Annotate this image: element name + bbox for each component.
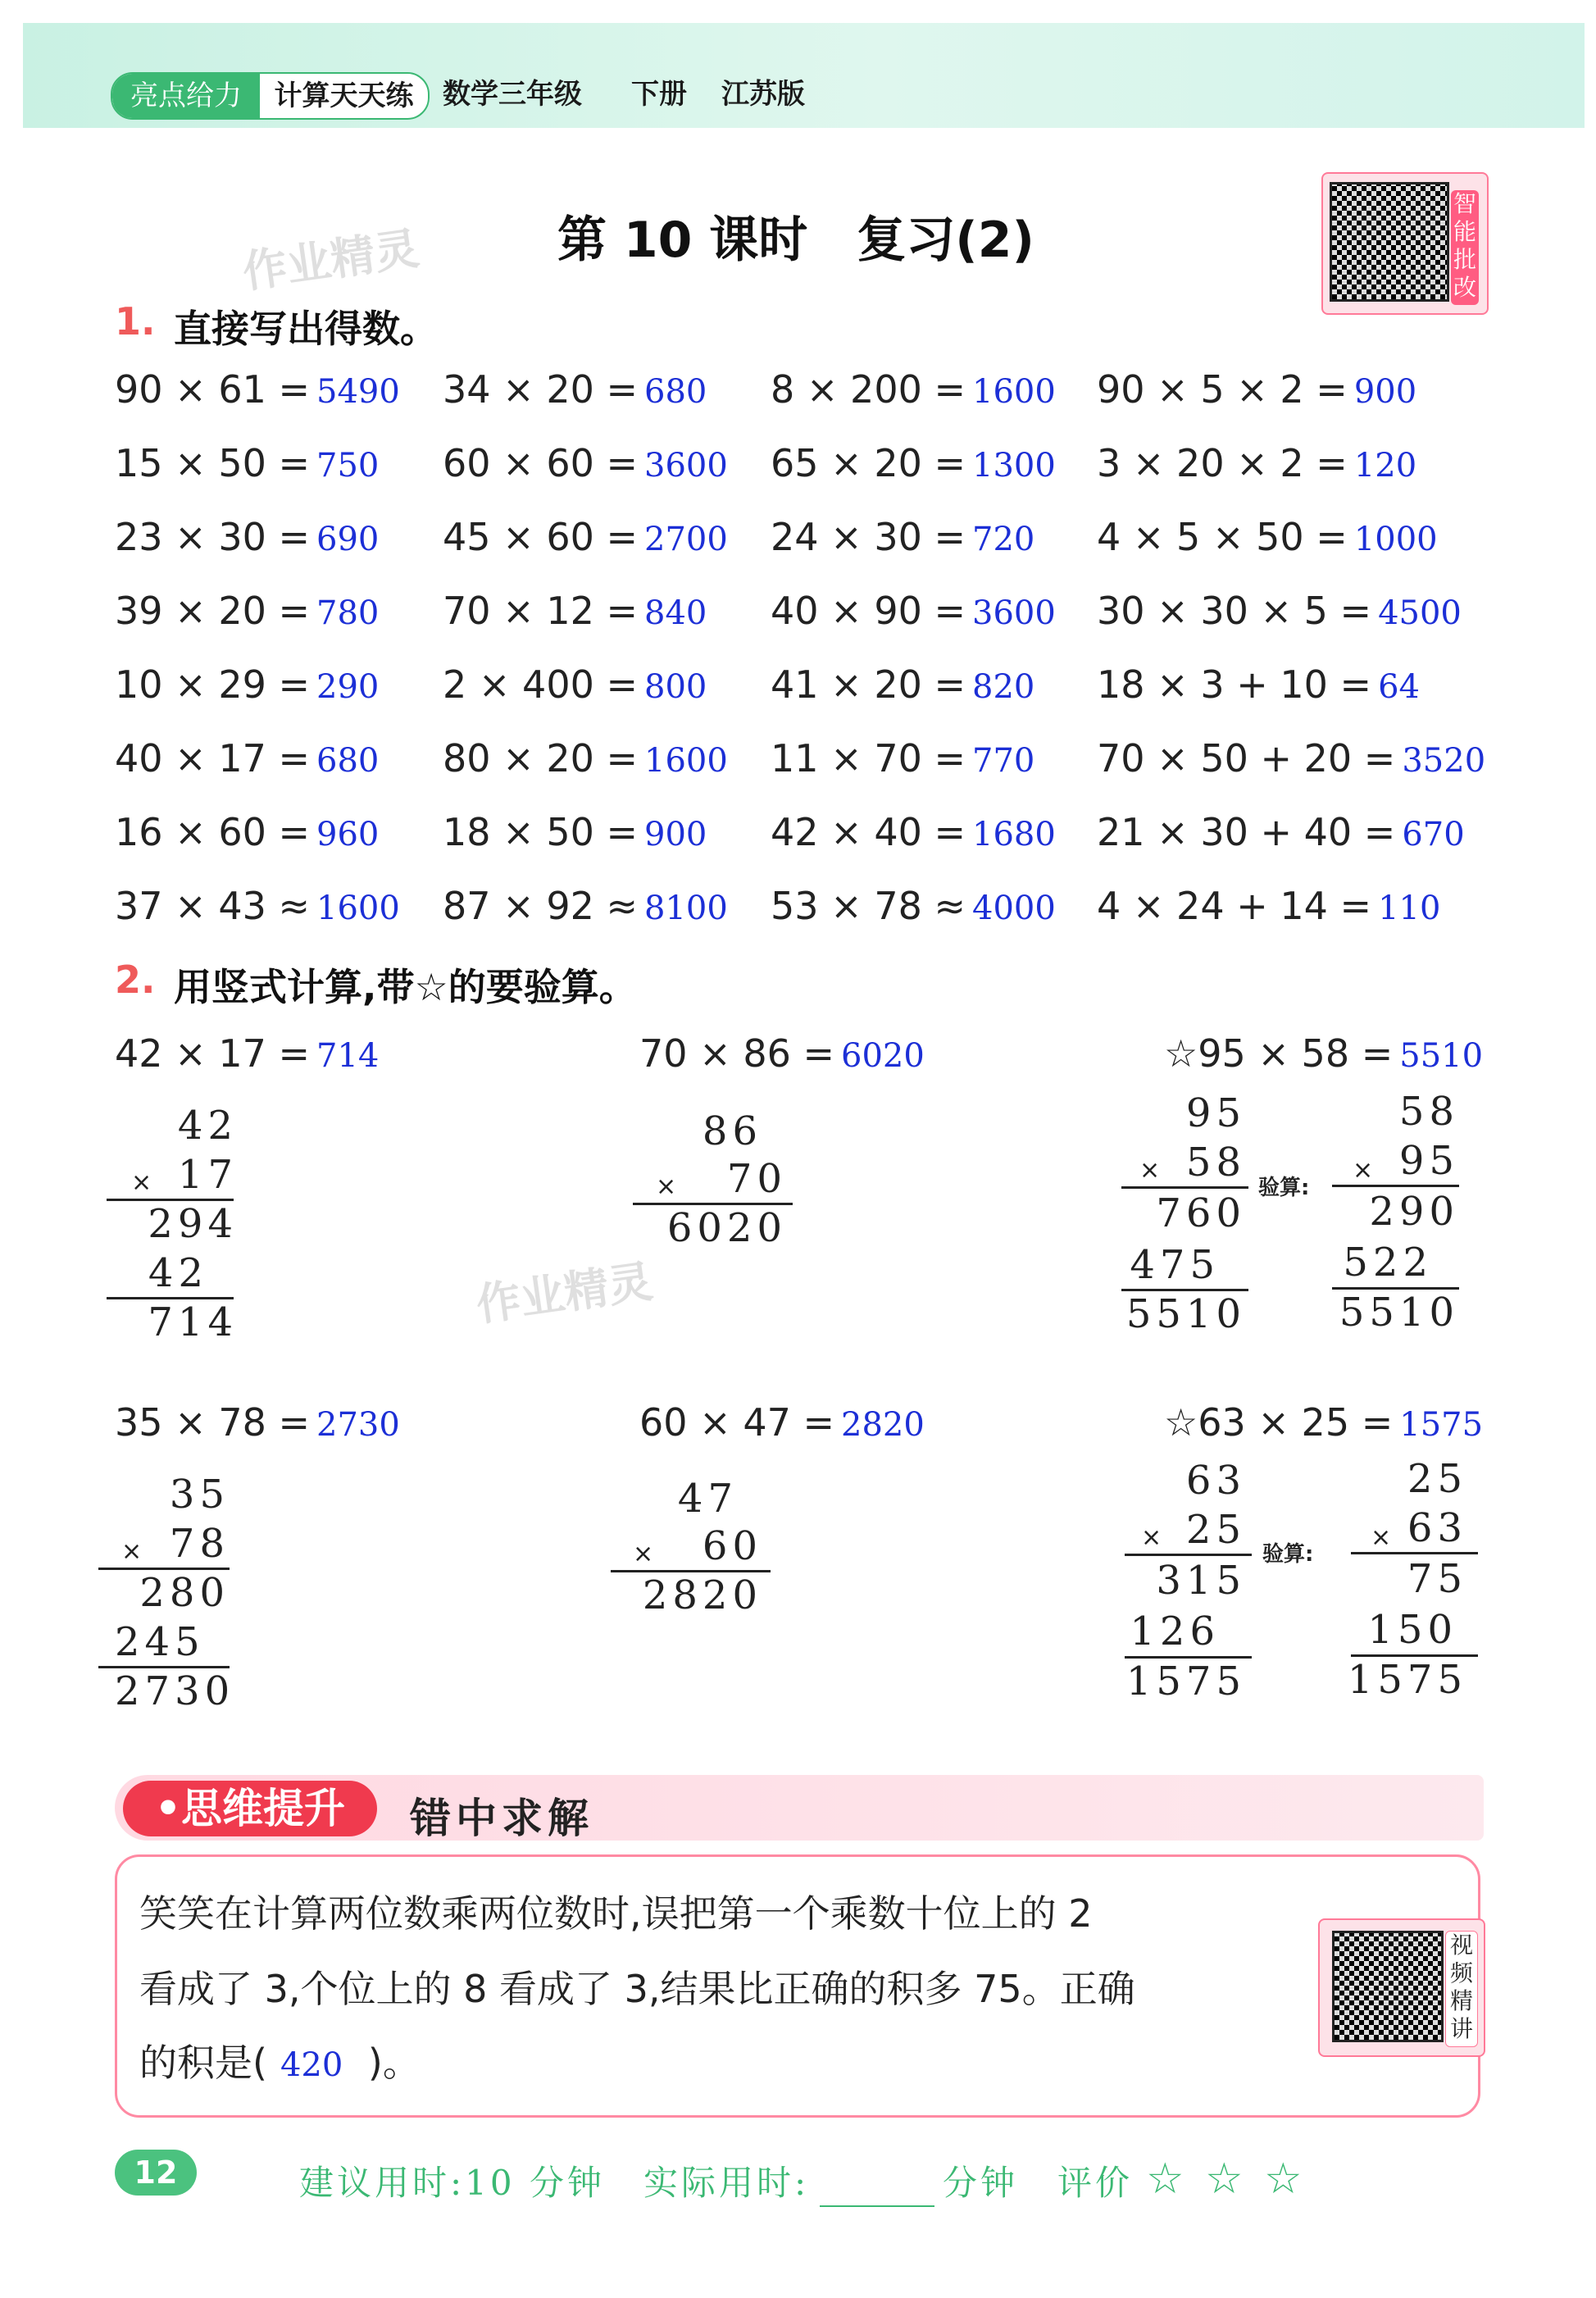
times-sign: × — [1139, 1156, 1161, 1185]
question-1-number: 1. — [115, 299, 156, 344]
vertical-problem-4: 35 × 78 = 2730 — [115, 1400, 400, 1445]
check-label: 验算: — [1258, 1176, 1310, 1200]
q1-expression: 87 × 92 ≈ — [443, 884, 639, 928]
q1-expression: 90 × 61 = — [115, 367, 311, 412]
check-number: 1575 — [1347, 1657, 1467, 1703]
q1-item — [771, 589, 1056, 633]
check-number: 63 — [1407, 1505, 1467, 1551]
q1-item — [443, 662, 707, 707]
volume: 下册 — [631, 78, 687, 111]
q1-item — [115, 736, 379, 780]
vertical-rule — [1121, 1186, 1248, 1189]
q1-item — [771, 884, 1056, 928]
q1-item — [771, 662, 1034, 707]
q1-expression: 40 × 17 = — [115, 736, 311, 780]
q1-item — [443, 589, 707, 633]
star-icon[interactable]: ☆ — [1205, 2155, 1244, 2204]
time-unit: 分钟 — [943, 2163, 1019, 2203]
brand-badge — [111, 72, 430, 120]
watermark: 作业精灵 — [473, 1255, 656, 1331]
q1-answer: 8100 — [644, 890, 728, 927]
suggested-time: 建议用时:10 分钟 — [299, 2163, 605, 2203]
check-label: 验算: — [1262, 1542, 1314, 1567]
q1-expression: 2 × 400 = — [443, 662, 639, 707]
question-2-text: 用竖式计算,带☆的要验算。 — [174, 965, 637, 1009]
q1-item — [1097, 367, 1416, 412]
question-2-number: 2. — [115, 958, 156, 1002]
brand-right: 计算天天练 — [274, 80, 414, 112]
times-sign: × — [656, 1172, 677, 1201]
vertical-number: 760 — [1156, 1190, 1246, 1236]
q1-answer: 64 — [1378, 668, 1420, 706]
q1-answer: 3600 — [644, 447, 728, 485]
q1-item — [443, 515, 728, 559]
q1-expression: 3 × 20 × 2 = — [1097, 441, 1348, 485]
q1-expression: 18 × 50 = — [443, 810, 639, 854]
qr-tag-char: 讲 — [1449, 2015, 1473, 2042]
q1-expression: 53 × 78 ≈ — [771, 884, 966, 928]
qr-tag-char: 视 — [1449, 1932, 1473, 1959]
q1-expression: 45 × 60 = — [443, 515, 639, 559]
vertical-number: 245 — [115, 1619, 205, 1665]
times-sign: × — [1353, 1156, 1374, 1185]
vertical-rule — [1125, 1554, 1252, 1556]
vertical-number: 17 — [177, 1152, 238, 1198]
q1-answer: 800 — [644, 668, 707, 706]
q1-expression: 10 × 29 = — [115, 662, 311, 707]
q1-answer: 960 — [316, 816, 380, 853]
vertical-number: 6020 — [666, 1205, 787, 1251]
thinking-line-2: 看成了 3,个位上的 8 看成了 3,结果比正确的积多 75。正确 — [139, 1967, 1135, 2011]
thinking-line-1: 笑笑在计算两位数乘两位数时,误把第一个乘数十位上的 2 — [139, 1891, 1093, 1936]
check-number: 75 — [1407, 1556, 1467, 1602]
q1-item — [115, 884, 400, 928]
q1-item — [771, 367, 1056, 412]
q1-expression: 34 × 20 = — [443, 367, 639, 412]
q1-item — [443, 884, 728, 928]
q1-item — [443, 367, 707, 412]
vertical-rule — [1351, 1552, 1478, 1554]
vertical-number: 95 — [1185, 1090, 1246, 1136]
actual-time-label: 实际用时: — [643, 2163, 810, 2203]
q1-expression: 30 × 30 × 5 = — [1097, 589, 1372, 633]
q1-item — [771, 441, 1056, 485]
star-icon[interactable]: ☆ — [1264, 2155, 1303, 2204]
page-number: 12 — [115, 2150, 197, 2196]
q1-expression: 4 × 24 + 14 = — [1097, 884, 1372, 928]
vertical-number: 70 — [726, 1156, 787, 1202]
q1-item — [115, 589, 379, 633]
rating-label: 评价 — [1057, 2163, 1134, 2203]
check-number: 25 — [1407, 1456, 1467, 1502]
q1-expression: 65 × 20 = — [771, 441, 966, 485]
vertical-number: 315 — [1156, 1558, 1246, 1604]
q1-answer: 290 — [316, 668, 380, 706]
qr-tag-char: 精 — [1449, 1987, 1473, 2014]
check-number: 58 — [1398, 1089, 1459, 1135]
vertical-number: 60 — [702, 1523, 762, 1569]
q1-expression: 90 × 5 × 2 = — [1097, 367, 1348, 412]
q1-expression: 16 × 60 = — [115, 810, 311, 854]
q1-answer: 1600 — [644, 742, 728, 780]
q1-expression: 70 × 50 + 20 = — [1097, 736, 1396, 780]
vertical-number: 1575 — [1125, 1659, 1246, 1704]
qr-tag-char: 能 — [1453, 218, 1476, 245]
q1-answer: 780 — [316, 594, 380, 632]
q1-answer: 900 — [644, 816, 707, 853]
q1-expression: 42 × 40 = — [771, 810, 966, 854]
vertical-number: 86 — [702, 1108, 762, 1154]
q1-item — [1097, 736, 1485, 780]
q1-item — [115, 367, 400, 412]
vertical-problem-1: 42 × 17 = 714 — [115, 1031, 380, 1076]
q1-expression: 23 × 30 = — [115, 515, 311, 559]
q1-answer: 770 — [972, 742, 1035, 780]
q1-answer: 4500 — [1378, 594, 1462, 632]
q1-answer: 720 — [972, 521, 1035, 558]
qr-tag-char: 频 — [1449, 1959, 1473, 1986]
q1-item — [1097, 515, 1438, 559]
q1-answer: 1300 — [972, 447, 1056, 485]
q1-answer: 900 — [1353, 373, 1417, 411]
q1-expression: 60 × 60 = — [443, 441, 639, 485]
times-sign: × — [121, 1537, 143, 1566]
vertical-problem-5: 60 × 47 = 2820 — [639, 1400, 925, 1445]
q1-answer: 670 — [1402, 816, 1465, 853]
vertical-rule — [1332, 1185, 1459, 1187]
q1-expression: 8 × 200 = — [771, 367, 966, 412]
q1-item — [771, 515, 1034, 559]
q1-answer: 1600 — [972, 373, 1056, 411]
vertical-number: 58 — [1185, 1140, 1246, 1185]
q1-answer: 820 — [972, 668, 1035, 706]
q1-answer: 110 — [1378, 890, 1441, 927]
check-number: 5510 — [1339, 1290, 1459, 1336]
q1-answer: 1600 — [316, 890, 400, 927]
times-sign: × — [131, 1168, 152, 1197]
q1-item — [115, 810, 379, 854]
q1-item — [1097, 441, 1416, 485]
q1-expression: 24 × 30 = — [771, 515, 966, 559]
q1-expression: 18 × 3 + 10 = — [1097, 662, 1372, 707]
q1-answer: 690 — [316, 521, 380, 558]
q1-item — [1097, 662, 1420, 707]
q1-answer: 1680 — [972, 816, 1056, 853]
thinking-badge: •思维提升 — [123, 1781, 377, 1836]
vertical-number: 2730 — [115, 1668, 235, 1714]
vertical-number: 280 — [139, 1570, 230, 1616]
vertical-number: 63 — [1185, 1458, 1246, 1504]
q1-expression: 40 × 90 = — [771, 589, 966, 633]
subject: 数学三年级 — [443, 78, 582, 111]
times-sign: × — [633, 1540, 654, 1568]
watermark: 作业精灵 — [239, 222, 422, 298]
q1-expression: 80 × 20 = — [443, 736, 639, 780]
q1-answer: 3600 — [972, 594, 1056, 632]
vertical-number: 2820 — [642, 1572, 762, 1618]
edition: 江苏版 — [721, 78, 805, 111]
actual-time-blank[interactable] — [820, 2205, 934, 2207]
q1-expression: 37 × 43 ≈ — [115, 884, 311, 928]
check-number: 150 — [1367, 1607, 1457, 1653]
q1-item — [443, 441, 728, 485]
q1-item — [115, 515, 379, 559]
q1-item — [771, 736, 1034, 780]
qr-tag-char: 智 — [1453, 190, 1476, 217]
q1-answer: 3520 — [1402, 742, 1486, 780]
times-sign: × — [1371, 1523, 1392, 1552]
q1-item — [115, 662, 379, 707]
qr-tag-video — [1445, 1931, 1478, 2047]
vertical-number: 5510 — [1125, 1291, 1246, 1337]
q1-item — [443, 736, 728, 780]
vertical-number: 47 — [677, 1476, 738, 1522]
brand-left: 亮点给力 — [112, 74, 260, 118]
thinking-answer: 420 — [280, 2046, 343, 2084]
q1-expression: 11 × 70 = — [771, 736, 966, 780]
qr-tag-char: 批 — [1453, 246, 1476, 273]
q1-answer: 840 — [644, 594, 707, 632]
vertical-number: 714 — [148, 1299, 238, 1345]
q1-expression: 21 × 30 + 40 = — [1097, 810, 1396, 854]
q1-item — [115, 441, 379, 485]
vertical-problem-2: 70 × 86 = 6020 — [639, 1031, 925, 1076]
q1-expression: 15 × 50 = — [115, 441, 311, 485]
q1-expression: 4 × 5 × 50 = — [1097, 515, 1348, 559]
q1-answer: 2700 — [644, 521, 728, 558]
q1-item — [771, 810, 1056, 854]
qr-tag-top — [1451, 190, 1479, 305]
q1-answer: 1000 — [1353, 521, 1438, 558]
vertical-number: 35 — [169, 1472, 230, 1518]
thinking-subtitle: 错中求解 — [410, 1794, 593, 1842]
vertical-number: 42 — [148, 1250, 208, 1296]
vertical-number: 475 — [1130, 1242, 1220, 1288]
page-title: 第 10 课时 复习(2) — [557, 212, 1034, 269]
vertical-problem-6: ☆63 × 25 = 1575 — [1164, 1400, 1484, 1445]
qr-tag-char: 改 — [1453, 274, 1476, 301]
vertical-problem-3: ☆95 × 58 = 5510 — [1164, 1031, 1484, 1076]
check-number: 95 — [1398, 1138, 1459, 1184]
times-sign: × — [1141, 1523, 1162, 1552]
q1-answer: 5490 — [316, 373, 400, 411]
q1-item — [1097, 589, 1462, 633]
q1-answer: 4000 — [972, 890, 1056, 927]
vertical-number: 25 — [1185, 1507, 1246, 1553]
q1-item — [1097, 884, 1440, 928]
q1-answer: 680 — [644, 373, 707, 411]
q1-item — [1097, 810, 1465, 854]
q1-answer: 680 — [316, 742, 380, 780]
check-number: 522 — [1343, 1240, 1433, 1286]
q1-expression: 39 × 20 = — [115, 589, 311, 633]
check-number: 290 — [1369, 1189, 1459, 1235]
thinking-line-3: 的积是( 420 )。 — [139, 2041, 421, 2085]
star-icon[interactable]: ☆ — [1146, 2155, 1184, 2204]
q1-answer: 120 — [1353, 447, 1417, 485]
vertical-number: 78 — [169, 1521, 230, 1567]
q1-item — [443, 810, 707, 854]
vertical-number: 126 — [1130, 1609, 1220, 1654]
qr-code-icon[interactable] — [1330, 182, 1449, 302]
vertical-number: 42 — [177, 1103, 238, 1149]
vertical-number: 294 — [148, 1201, 238, 1247]
q1-answer: 750 — [316, 447, 380, 485]
qr-code-icon[interactable] — [1332, 1931, 1444, 2042]
q1-expression: 70 × 12 = — [443, 589, 639, 633]
question-1-text: 直接写出得数。 — [174, 307, 438, 351]
q1-expression: 41 × 20 = — [771, 662, 966, 707]
